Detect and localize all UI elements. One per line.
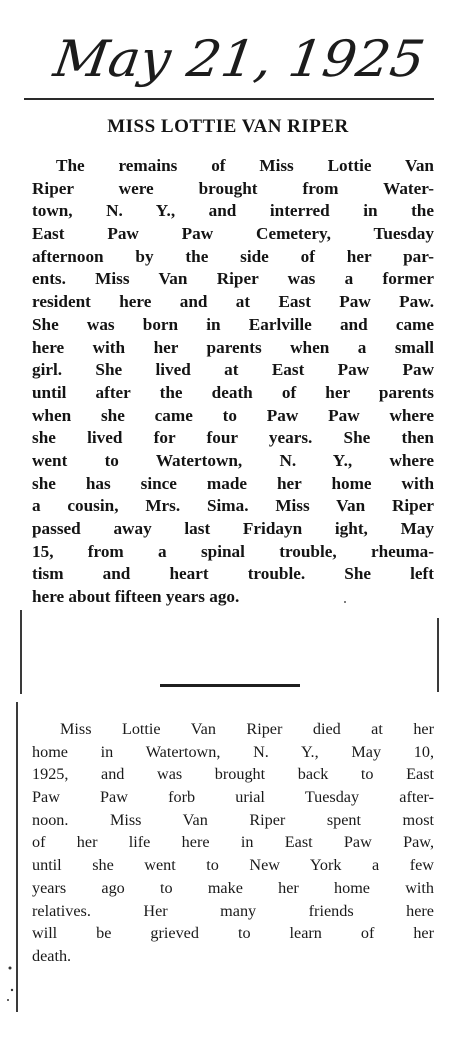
article-line: 15, from a spinal trouble, rheuma- xyxy=(32,541,434,561)
right-border-line xyxy=(437,618,439,692)
article-line: 1925, and was brought back to East xyxy=(32,765,434,784)
handwritten-date-text: May 21, 1925 xyxy=(50,29,407,88)
article-line: went to Watertown, N. Y., where xyxy=(32,450,434,470)
article-line: when she came to Paw Paw where xyxy=(32,405,434,425)
article-line: until she went to New York a few xyxy=(32,856,434,875)
article-line: here with her parents when a small xyxy=(32,337,434,357)
article-body-2 xyxy=(32,718,434,968)
article-line: until after the death of her parents xyxy=(32,382,434,402)
article-line: East Paw Paw Cemetery, Tuesday xyxy=(32,224,434,244)
left-border-line-lower xyxy=(16,702,18,1012)
section-separator xyxy=(160,684,300,687)
article-line: girl. She lived at East Paw Paw xyxy=(32,360,434,380)
article-line: tism and heart trouble. She left xyxy=(32,564,434,584)
article-line: she has since made her home with xyxy=(32,473,434,493)
top-rule xyxy=(24,98,434,100)
article-line: home in Watertown, N. Y., May 10, xyxy=(32,742,434,761)
article-line: she lived for four years. She then xyxy=(32,428,434,448)
article-line: relatives. Her many friends here xyxy=(32,901,434,920)
handwritten-date-note xyxy=(48,18,428,98)
article-line: here about fifteen years ago. xyxy=(32,587,240,607)
article-line: afternoon by the side of her par- xyxy=(32,246,434,266)
article-headline: MISS LOTTIE VAN RIPER xyxy=(107,116,349,137)
left-border-line xyxy=(20,610,22,694)
article-line: of her life here in East Paw Paw, xyxy=(32,833,434,852)
article-line: death. xyxy=(32,946,72,965)
article-line: will be grieved to learn of her xyxy=(32,924,434,943)
article-line: Riper were brought from Water- xyxy=(32,178,434,198)
article-line: resident here and at East Paw Paw. xyxy=(32,292,434,312)
article-line: Miss Lottie Van Riper died at her xyxy=(60,720,434,738)
article-line: She was born in Earlville and came xyxy=(32,314,434,334)
article-line: a cousin, Mrs. Sima. Miss Van Riper xyxy=(32,496,434,516)
article-line: town, N. Y., and interred in the xyxy=(32,201,434,221)
article-line: passed away last Fridayn ight, May xyxy=(32,519,434,538)
article-line: ents. Miss Van Riper was a former xyxy=(32,269,434,289)
article-line: years ago to make her home with xyxy=(32,878,434,897)
article-line: Paw Paw forb urial Tuesday after- xyxy=(32,788,434,807)
article-line: The remains of Miss Lottie Van xyxy=(56,156,434,175)
article-line: noon. Miss Van Riper spent most xyxy=(32,810,434,829)
article-body-1 xyxy=(32,155,434,609)
